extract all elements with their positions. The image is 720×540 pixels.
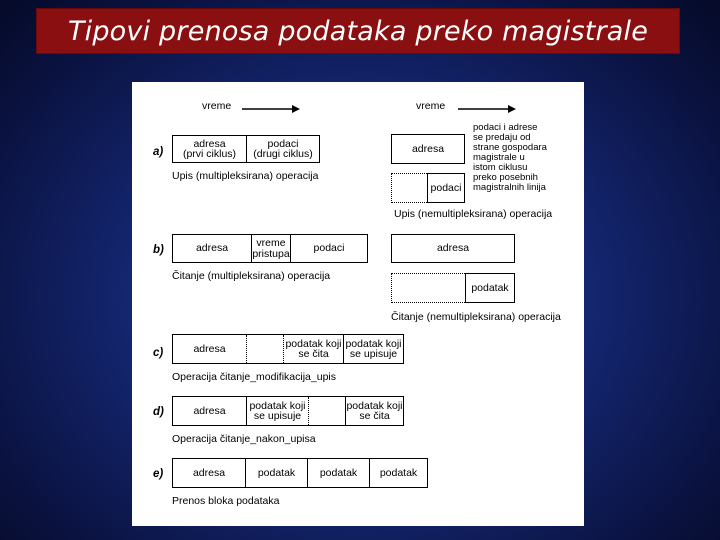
a-right-caption: Upis (nemultipleksirana) operacija bbox=[394, 208, 553, 220]
label-a: a) bbox=[153, 146, 164, 158]
d-write-data-cell bbox=[246, 397, 308, 425]
e-data1-cell bbox=[245, 459, 307, 487]
time-arrow-right-icon bbox=[458, 104, 516, 114]
a-cell1-line2: (prvi ciklus) bbox=[182, 148, 237, 160]
c-address-cell bbox=[173, 335, 246, 363]
b-access-time-cell bbox=[251, 235, 291, 262]
b-right-data-box bbox=[465, 273, 515, 303]
label-c: c) bbox=[153, 347, 164, 359]
d-read-data-cell bbox=[345, 397, 403, 425]
b-caption: Čitanje (multipleksirana) operacija bbox=[172, 270, 331, 282]
d-cell3-line2: se čita bbox=[359, 410, 390, 422]
a-data-cell bbox=[246, 136, 319, 162]
d-cell2-line1: podatak koji bbox=[249, 399, 306, 412]
d-address-cell bbox=[173, 397, 246, 425]
a-right-address-box bbox=[391, 134, 465, 164]
b-right-address-box bbox=[391, 234, 515, 263]
c-cell2-line2: se čita bbox=[298, 348, 329, 360]
label-d: d) bbox=[153, 406, 164, 418]
e-cell2-text: podatak bbox=[257, 466, 296, 479]
e-cell1-text: adresa bbox=[192, 466, 226, 479]
note-line5: istom ciklusu bbox=[473, 162, 528, 173]
b-cell2-line1: vreme bbox=[256, 237, 286, 249]
a-address-cell bbox=[173, 136, 246, 162]
b-address-cell bbox=[173, 235, 251, 262]
e-cell3-text: podatak bbox=[319, 466, 358, 479]
a-cell1-line1: adresa bbox=[193, 137, 226, 150]
b-data-cell bbox=[291, 235, 367, 262]
c-cell2-line1: podatak koji bbox=[285, 337, 342, 350]
c-cell3-line2: se upisuje bbox=[349, 348, 398, 360]
d-cell3-line1: podatak koji bbox=[346, 399, 403, 412]
title-bar bbox=[36, 8, 680, 54]
d-raw-bar bbox=[172, 396, 404, 426]
b-right-caption: Čitanje (nemultipleksirana) operacija bbox=[391, 311, 561, 323]
a-cell2-line2: (drugi ciklus) bbox=[253, 148, 313, 160]
a-right-note bbox=[473, 123, 547, 193]
e-data3-cell bbox=[369, 459, 427, 487]
b-cell3-text: podaci bbox=[313, 242, 345, 255]
bus-transfer-diagram bbox=[132, 82, 584, 526]
note-line4: magistrale u bbox=[473, 152, 525, 163]
c-caption: Operacija čitanje_modifikacija_upis bbox=[172, 371, 337, 383]
note-line6: preko posebnih bbox=[473, 172, 538, 183]
a-right-data-text: podaci bbox=[430, 181, 462, 194]
c-rmw-bar bbox=[172, 334, 404, 364]
e-cell4-text: podatak bbox=[379, 466, 418, 479]
e-address-cell bbox=[173, 459, 245, 487]
a-right-data-box bbox=[427, 173, 465, 203]
c-cell1-text: adresa bbox=[193, 342, 226, 355]
d-gap-cell bbox=[308, 397, 345, 425]
b-right-address-text: adresa bbox=[436, 242, 470, 255]
note-line2: se predaju od bbox=[473, 132, 531, 143]
a-mux-write-bar bbox=[172, 135, 320, 163]
c-gap-cell bbox=[246, 335, 283, 363]
note-line1: podaci i adrese bbox=[473, 122, 538, 133]
e-block-bar bbox=[172, 458, 428, 488]
c-write-data-cell bbox=[343, 335, 403, 363]
d-cell1-text: adresa bbox=[193, 404, 226, 417]
e-caption: Prenos bloka podataka bbox=[172, 495, 280, 507]
label-e: e) bbox=[153, 468, 164, 480]
note-line7: magistralnih linija bbox=[473, 182, 546, 193]
time-label-right: vreme bbox=[416, 100, 446, 112]
b-right-data-text: podatak bbox=[471, 281, 509, 294]
time-arrow-left-icon bbox=[242, 104, 300, 114]
b-cell1-text: adresa bbox=[195, 242, 229, 255]
label-b: b) bbox=[153, 244, 164, 256]
b-cell2-line2: pristupa bbox=[252, 247, 290, 260]
a-caption: Upis (multipleksirana) operacija bbox=[172, 170, 319, 182]
c-read-data-cell bbox=[283, 335, 343, 363]
a-right-address-text: adresa bbox=[411, 142, 445, 155]
d-cell2-line2: se upisuje bbox=[253, 410, 302, 422]
note-line3: strane gospodara bbox=[473, 142, 547, 153]
time-label-left: vreme bbox=[202, 100, 232, 112]
e-data2-cell bbox=[307, 459, 369, 487]
d-caption: Operacija čitanje_nakon_upisa bbox=[172, 433, 316, 445]
b-mux-read-bar bbox=[172, 234, 368, 263]
a-cell2-line1: podaci bbox=[267, 137, 299, 150]
slide-title: Tipovi prenosa podataka preko magistrale bbox=[67, 15, 649, 47]
c-cell3-line1: podatak koji bbox=[345, 337, 402, 350]
